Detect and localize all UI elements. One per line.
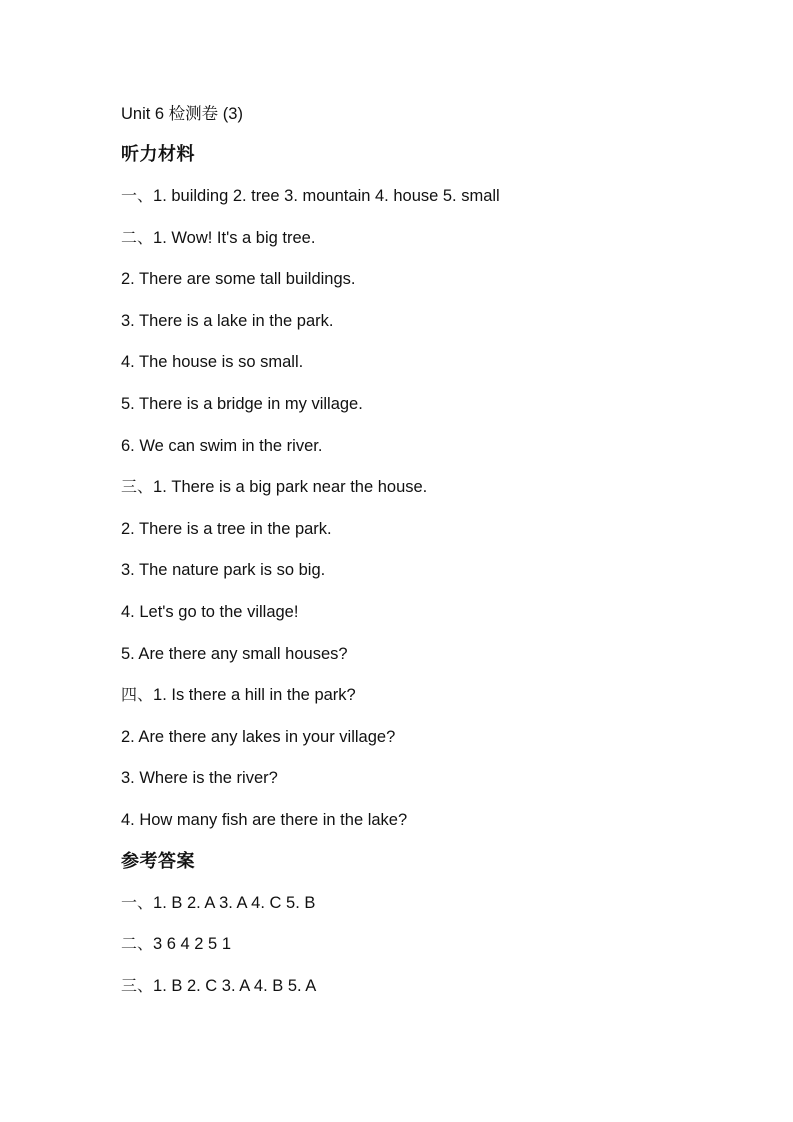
section-prefix: 一、 (121, 892, 154, 912)
section-prefix: 二、 (121, 227, 154, 247)
answer-row-1 (121, 893, 741, 913)
section-prefix: 三、 (121, 477, 154, 497)
listening-line: 3. There is a lake in the park. (121, 311, 334, 330)
section-prefix: 四、 (121, 685, 154, 705)
section-prefix: 二、 (121, 934, 154, 954)
listening-line: 2. There is a tree in the park. (121, 519, 332, 538)
listening-heading: 听力材料 (121, 144, 195, 165)
listening-line: 4. The house is so small. (121, 353, 304, 372)
listening-line: 3. Where is the river? (121, 769, 278, 788)
listening-line: 5. Are there any small houses? (121, 644, 348, 663)
listening-section-2 (121, 228, 741, 248)
listening-line: 6. We can swim in the river. (121, 436, 323, 455)
section-prefix: 三、 (121, 975, 154, 995)
listening-line: 2. There are some tall buildings. (121, 270, 356, 289)
answers-heading: 参考答案 (121, 850, 195, 872)
listening-line: 1. Is there a hill in the park? (153, 686, 356, 705)
answer-row-2 (121, 934, 741, 954)
listening-line: 2. Are there any lakes in your village? (121, 727, 396, 746)
listening-line: 1. building 2. tree 3. mountain 4. house 5. small (153, 187, 500, 205)
listening-line: 4. Let's go to the village! (121, 602, 299, 621)
listening-section-1 (121, 186, 741, 206)
listening-line: 3. The nature park is so big. (121, 561, 326, 580)
document-page (121, 104, 741, 1017)
answer-text: 3 6 4 2 5 1 (153, 935, 231, 954)
listening-line: 1. There is a big park near the house. (153, 478, 428, 497)
section-prefix: 一、 (121, 186, 154, 205)
listening-line: 4. How many fish are there in the lake? (121, 810, 408, 829)
listening-line: 1. Wow! It's a big tree. (153, 228, 316, 247)
document-title: Unit 6 检测卷 (3) (121, 105, 243, 123)
listening-section-4 (121, 685, 741, 705)
answer-row-3 (121, 976, 741, 996)
listening-line: 5. There is a bridge in my village. (121, 394, 363, 413)
answer-text: 1. B 2. A 3. A 4. C 5. B (153, 893, 316, 912)
listening-section-3 (121, 477, 741, 497)
answer-text: 1. B 2. C 3. A 4. B 5. A (153, 976, 317, 995)
